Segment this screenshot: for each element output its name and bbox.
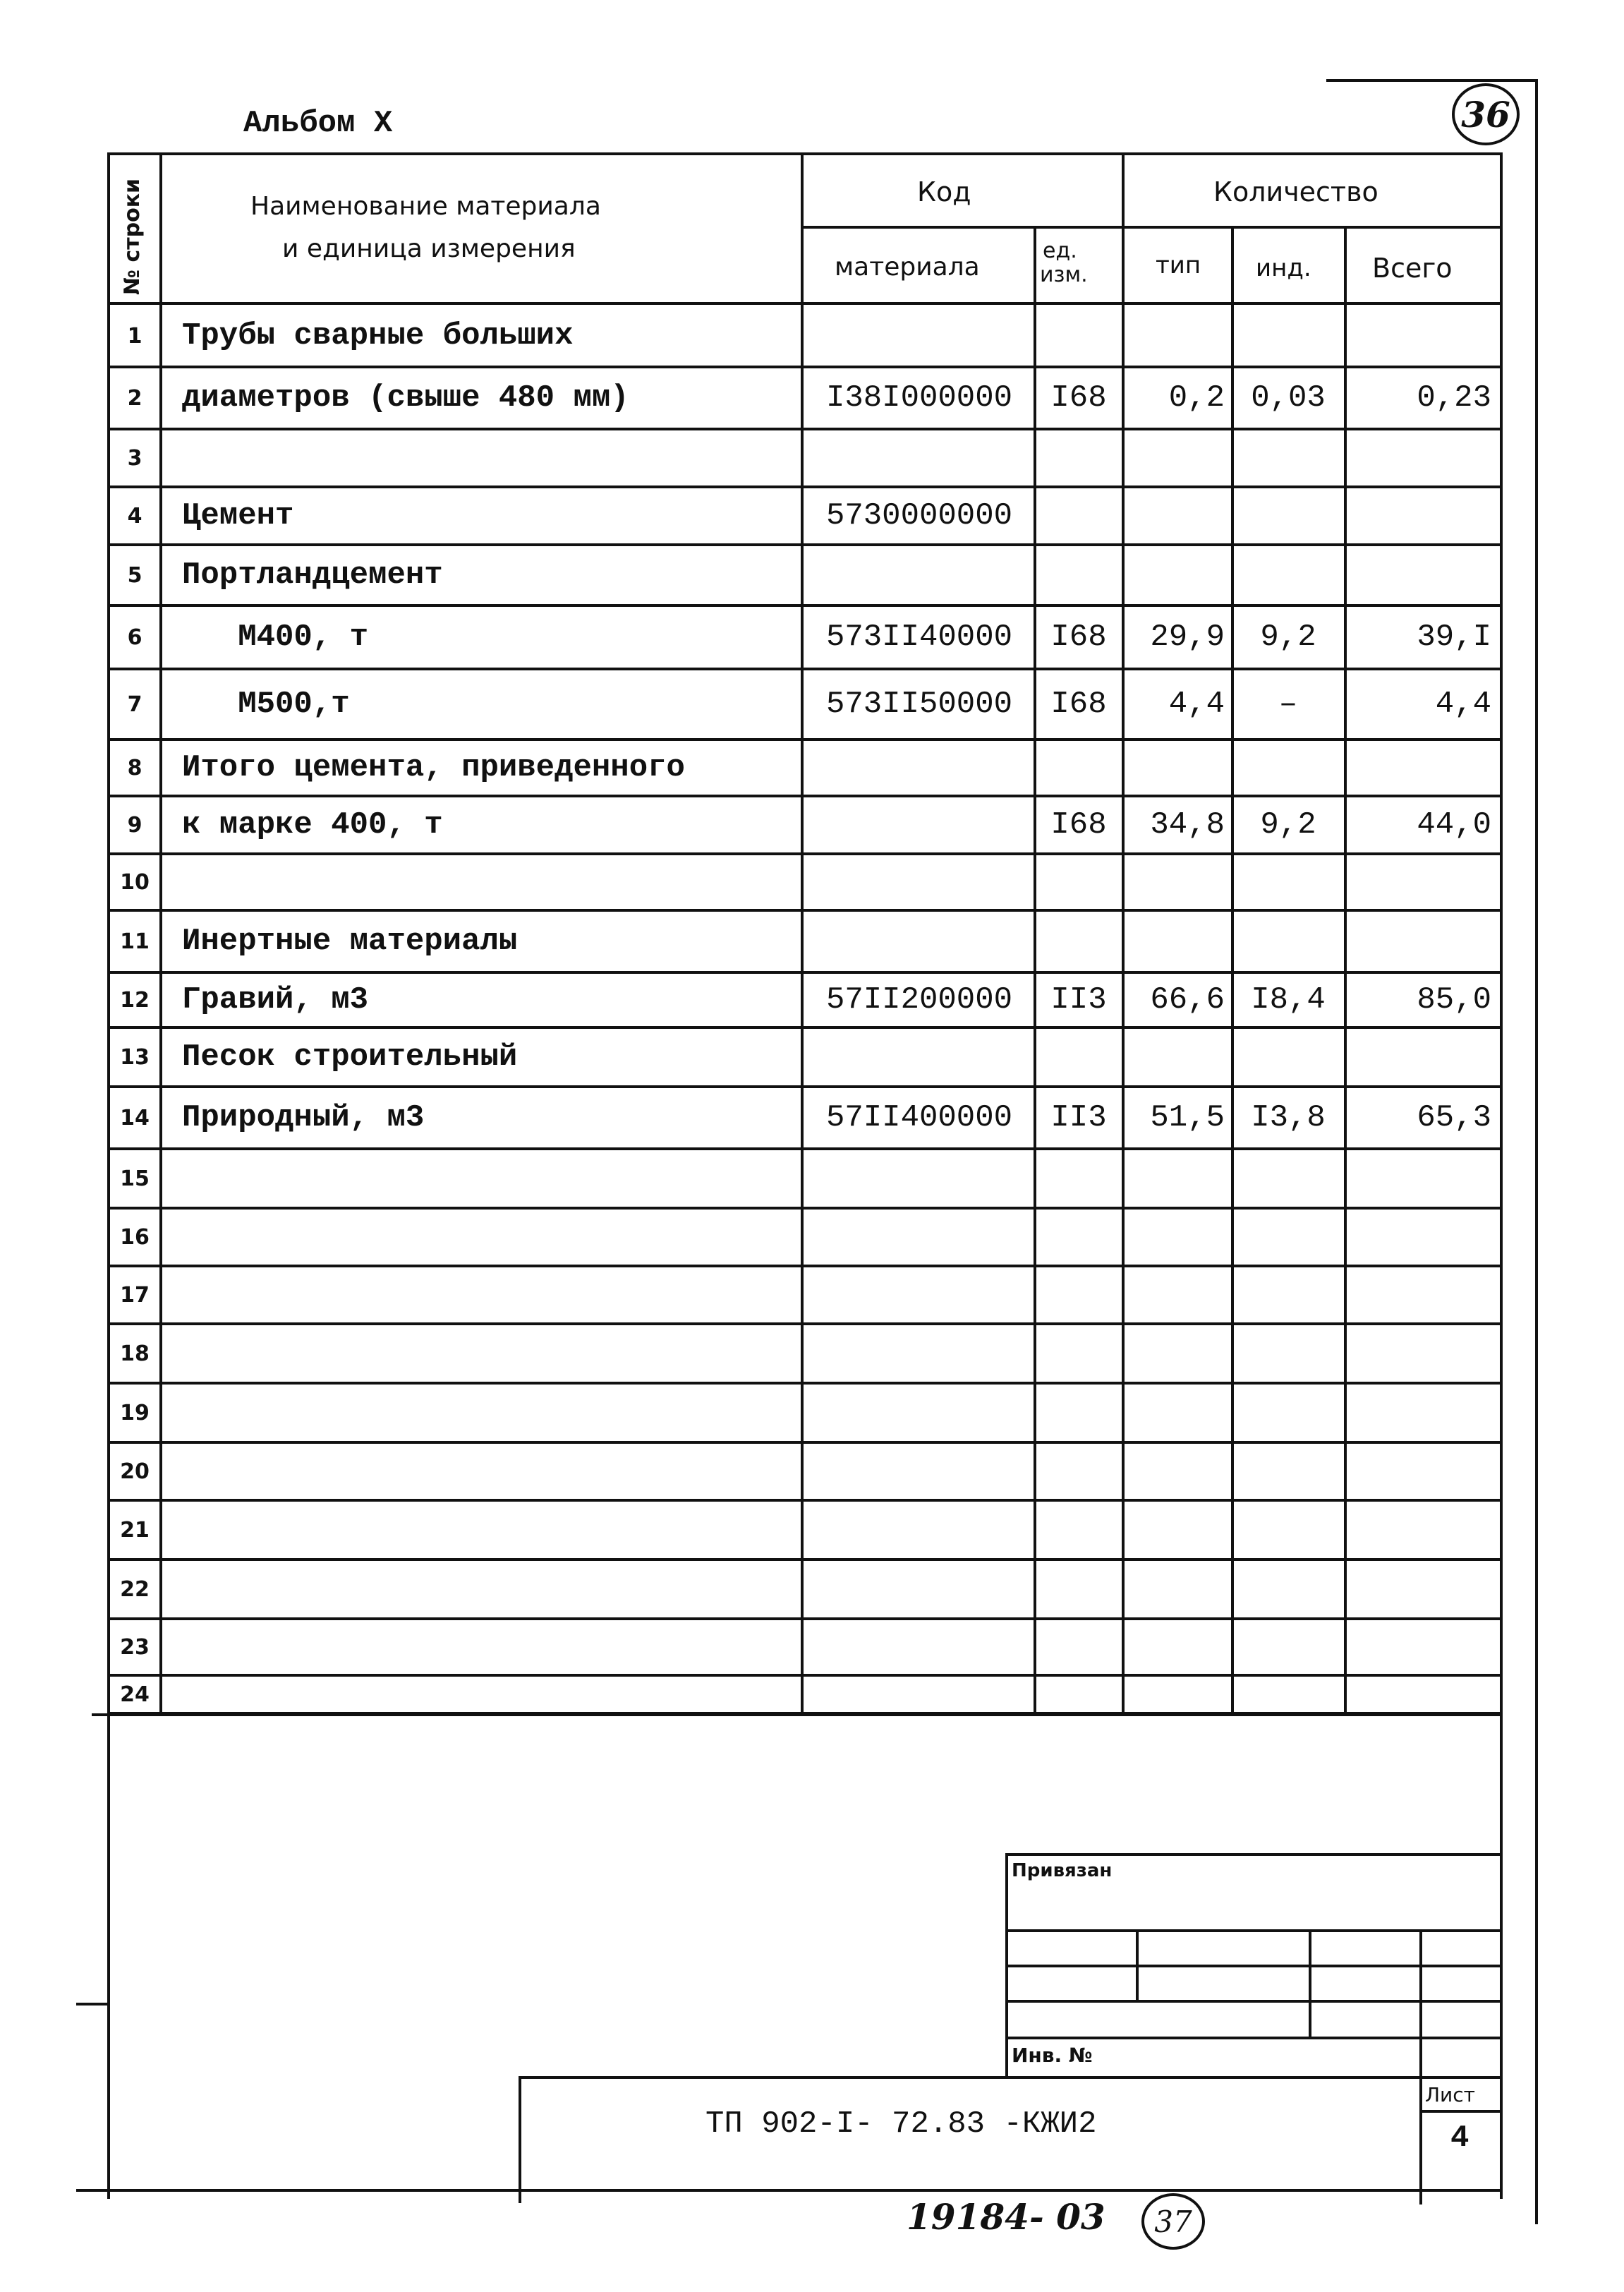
stamp-col-3	[1419, 1929, 1422, 2204]
cell-ind: –	[1278, 687, 1298, 722]
table-top-border	[107, 152, 1503, 155]
ind-subheader: инд.	[1256, 254, 1311, 282]
cell-total	[1347, 429, 1496, 487]
stamp-row-1	[1005, 1929, 1503, 1932]
ind-col-border	[1344, 226, 1347, 1713]
cell-total	[1347, 1560, 1496, 1619]
cell-typ: 34,8	[1150, 807, 1225, 843]
cell-typ	[1125, 1560, 1229, 1619]
cell-code	[806, 854, 1033, 910]
cell-total	[1347, 1149, 1496, 1208]
cell-typ	[1125, 1324, 1229, 1383]
table-right-border	[1500, 152, 1503, 2199]
cell-n: 18	[120, 1341, 150, 1366]
cell-total: 85,0	[1417, 982, 1491, 1018]
cell-unit	[1037, 1442, 1120, 1500]
title-block-top	[519, 2076, 1503, 2079]
cell-typ	[1125, 1027, 1229, 1087]
cell-ind	[1235, 429, 1342, 487]
cell-code	[806, 1324, 1033, 1383]
cell-ind	[1235, 1208, 1342, 1266]
cell-ind: 0,03	[1251, 380, 1326, 416]
cell-name	[182, 1675, 796, 1713]
cell-total	[1347, 1442, 1496, 1500]
cell-code	[806, 429, 1033, 487]
cell-code: 5730000000	[825, 498, 1013, 533]
cell-ind	[1235, 1560, 1342, 1619]
cell-total: 0,23	[1417, 380, 1491, 416]
cell-code	[806, 796, 1033, 854]
cell-code: 57II400000	[825, 1100, 1013, 1135]
cell-n: 24	[120, 1682, 150, 1707]
cell-ind	[1235, 1266, 1342, 1324]
cell-ind	[1235, 1149, 1342, 1208]
cell-name: Инертные материалы	[182, 924, 518, 959]
cell-typ	[1125, 1208, 1229, 1266]
cell-n: 5	[127, 562, 143, 588]
material-subheader: материала	[835, 253, 980, 282]
cell-n: 2	[127, 385, 143, 411]
cell-typ: 51,5	[1150, 1100, 1225, 1135]
cell-n: 17	[120, 1282, 150, 1308]
cell-code	[806, 1675, 1033, 1713]
code-header: Код	[917, 176, 971, 207]
cell-name	[182, 1208, 796, 1266]
cell-total	[1347, 1619, 1496, 1675]
cell-total	[1347, 1208, 1496, 1266]
cell-code	[806, 1560, 1033, 1619]
cell-name: М500,т	[182, 687, 350, 722]
cell-n: 22	[120, 1576, 150, 1602]
cell-code: 573II40000	[825, 620, 1013, 655]
rownum-col-border	[159, 152, 162, 1713]
cell-unit	[1037, 1027, 1120, 1087]
cell-name: Природный, м3	[182, 1100, 425, 1135]
cell-total	[1347, 1027, 1496, 1087]
stamp-row-3	[1005, 2000, 1503, 2003]
cell-n: 11	[120, 929, 150, 954]
cell-n: 20	[120, 1459, 150, 1484]
cell-code	[806, 1027, 1033, 1087]
cell-ind	[1235, 854, 1342, 910]
left-binding-tick	[76, 2003, 109, 2006]
cell-unit	[1037, 1560, 1120, 1619]
cell-typ: 0,2	[1168, 380, 1225, 416]
stamp-col-1	[1136, 1929, 1139, 2000]
name-header-line2: и единица измерения	[282, 234, 576, 263]
cell-total	[1347, 1675, 1496, 1713]
cell-n: 3	[127, 445, 143, 471]
cell-n: 16	[120, 1224, 150, 1250]
cell-name	[182, 1266, 796, 1324]
unit-subheader-line2: изм.	[1040, 263, 1088, 287]
cell-code	[806, 1619, 1033, 1675]
name-col-border	[801, 152, 804, 1713]
cell-code: I38I000000	[825, 380, 1013, 416]
doc-code: ТП 902-I- 72.83 -КЖИ2	[705, 2106, 1097, 2142]
cell-name	[182, 1149, 796, 1208]
cell-ind	[1235, 487, 1342, 545]
cell-unit: I68	[1050, 380, 1107, 416]
stamp-row-2	[1005, 1965, 1503, 1967]
sheet-number: 4	[1450, 2121, 1470, 2156]
cell-unit	[1037, 1500, 1120, 1560]
cell-total	[1347, 487, 1496, 545]
cell-unit	[1037, 1149, 1120, 1208]
unit-subheader-line1: ед.	[1043, 239, 1077, 263]
cell-typ: 66,6	[1150, 982, 1225, 1018]
cell-total	[1347, 1383, 1496, 1442]
cell-ind	[1235, 1324, 1342, 1383]
total-subheader: Всего	[1372, 253, 1453, 284]
cell-unit	[1037, 305, 1120, 367]
cell-typ	[1125, 1619, 1229, 1675]
cell-unit	[1037, 854, 1120, 910]
cell-code	[806, 1208, 1033, 1266]
cell-n: 9	[127, 812, 143, 838]
cell-total	[1347, 740, 1496, 796]
cell-ind	[1235, 1383, 1342, 1442]
cell-unit	[1037, 1675, 1120, 1713]
cell-total: 4,4	[1435, 687, 1491, 722]
cell-code	[806, 1500, 1033, 1560]
right-frame-line-outer	[1535, 79, 1538, 2224]
cell-ind	[1235, 740, 1342, 796]
cell-n: 10	[120, 869, 150, 895]
cell-n: 19	[120, 1400, 150, 1425]
cell-unit: I68	[1050, 807, 1107, 843]
sheet-label-divider	[1419, 2110, 1503, 2113]
cell-name: Песок строительный	[182, 1039, 518, 1075]
top-right-frame-line	[1326, 79, 1538, 82]
cell-total	[1347, 854, 1496, 910]
code-col-border	[1034, 226, 1036, 1713]
page-number: 36	[1461, 93, 1510, 135]
cell-name: к марке 400, т	[182, 807, 443, 843]
cell-typ	[1125, 854, 1229, 910]
cell-total	[1347, 545, 1496, 605]
title-block-left	[519, 2076, 521, 2203]
cell-total: 65,3	[1417, 1100, 1491, 1135]
cell-name: Цемент	[182, 498, 294, 533]
cell-name: Гравий, м3	[182, 982, 369, 1018]
stamp-top-border	[1005, 1853, 1503, 1856]
footer-circle-number: 37	[1154, 2204, 1192, 2239]
subheader-border	[801, 226, 1503, 229]
cell-unit: I68	[1050, 687, 1107, 722]
cell-code: 573II50000	[825, 687, 1013, 722]
cell-n: 4	[127, 503, 143, 529]
stamp-col-2	[1309, 1929, 1311, 2037]
bound-label: Привязан	[1012, 1860, 1113, 1881]
cell-unit	[1037, 740, 1120, 796]
cell-unit	[1037, 487, 1120, 545]
cell-code	[806, 1149, 1033, 1208]
cell-typ	[1125, 1500, 1229, 1560]
type-subheader: тип	[1156, 251, 1201, 279]
cell-total	[1347, 305, 1496, 367]
album-title: Альбом X	[243, 106, 393, 141]
cell-total	[1347, 910, 1496, 972]
cell-ind	[1235, 910, 1342, 972]
cell-typ	[1125, 1675, 1229, 1713]
cell-unit	[1037, 910, 1120, 972]
cell-unit: I68	[1050, 620, 1107, 655]
cell-n: 13	[120, 1044, 150, 1070]
cell-name: Итого цемента, приведенного	[182, 750, 685, 785]
stamp-row-4	[1005, 2037, 1503, 2039]
cell-name	[182, 1442, 796, 1500]
cell-n: 15	[120, 1166, 150, 1191]
cell-unit	[1037, 545, 1120, 605]
cell-total: 44,0	[1417, 807, 1491, 843]
cell-typ	[1125, 487, 1229, 545]
cell-unit	[1037, 429, 1120, 487]
cell-code: 57II200000	[825, 982, 1013, 1018]
cell-name	[182, 1619, 796, 1675]
cell-typ: 29,9	[1150, 620, 1225, 655]
rows-column-label: № строки	[120, 178, 145, 295]
cell-typ	[1125, 429, 1229, 487]
cell-n: 6	[127, 625, 143, 650]
cell-ind	[1235, 1619, 1342, 1675]
cell-total	[1347, 1324, 1496, 1383]
cell-typ	[1125, 740, 1229, 796]
cell-unit	[1037, 1383, 1120, 1442]
cell-ind: I3,8	[1251, 1100, 1326, 1135]
name-header-line1: Наименование материала	[250, 192, 601, 221]
cell-typ	[1125, 305, 1229, 367]
cell-code	[806, 545, 1033, 605]
cell-n: 14	[120, 1105, 150, 1130]
table-left-border	[107, 152, 110, 2199]
cell-typ: 4,4	[1168, 687, 1225, 722]
cell-typ	[1125, 1442, 1229, 1500]
page-bottom-border	[76, 2189, 1503, 2192]
cell-typ	[1125, 545, 1229, 605]
cell-code	[806, 1266, 1033, 1324]
cell-unit: II3	[1050, 982, 1107, 1018]
cell-name: М400, т	[182, 620, 369, 655]
cell-unit: II3	[1050, 1100, 1107, 1135]
table-bottom-border	[92, 1713, 1503, 1716]
cell-ind: 9,2	[1260, 807, 1316, 843]
cell-ind	[1235, 1027, 1342, 1087]
cell-unit	[1037, 1266, 1120, 1324]
cell-ind	[1235, 1442, 1342, 1500]
cell-name: диаметров (свыше 480 мм)	[182, 380, 629, 416]
type-col-border	[1231, 226, 1234, 1713]
cell-name	[182, 1383, 796, 1442]
cell-n: 23	[120, 1634, 150, 1660]
cell-typ	[1125, 1149, 1229, 1208]
cell-n: 1	[127, 323, 143, 349]
cell-code	[806, 1442, 1033, 1500]
cell-ind: 9,2	[1260, 620, 1316, 655]
cell-code	[806, 1383, 1033, 1442]
cell-unit	[1037, 1324, 1120, 1383]
cell-total	[1347, 1500, 1496, 1560]
cell-typ	[1125, 1266, 1229, 1324]
inv-label: Инв. №	[1012, 2044, 1093, 2067]
cell-code	[806, 305, 1033, 367]
cell-n: 7	[127, 692, 143, 717]
page-number-circle	[1452, 83, 1520, 145]
cell-ind	[1235, 1500, 1342, 1560]
cell-n: 8	[127, 755, 143, 780]
footer-handwritten-number: 19184- 03	[907, 2196, 1105, 2238]
cell-unit	[1037, 1208, 1120, 1266]
cell-typ	[1125, 910, 1229, 972]
cell-ind	[1235, 545, 1342, 605]
cell-typ	[1125, 1383, 1229, 1442]
cell-ind: I8,4	[1251, 982, 1326, 1018]
cell-name: Портландцемент	[182, 557, 443, 593]
cell-name	[182, 1560, 796, 1619]
cell-name	[182, 1324, 796, 1383]
cell-code	[806, 740, 1033, 796]
quantity-header: Количество	[1213, 176, 1378, 207]
cell-n: 21	[120, 1517, 150, 1543]
cell-name: Трубы сварные больших	[182, 318, 574, 354]
sheet-label: Лист	[1425, 2083, 1475, 2106]
cell-total	[1347, 1266, 1496, 1324]
cell-name	[182, 429, 796, 487]
cell-name	[182, 1500, 796, 1560]
footer-circle	[1141, 2193, 1205, 2250]
cell-n: 12	[120, 987, 150, 1013]
cell-ind	[1235, 1675, 1342, 1713]
cell-code	[806, 910, 1033, 972]
cell-name	[182, 854, 796, 910]
cell-total: 39,I	[1417, 620, 1491, 655]
cell-ind	[1235, 305, 1342, 367]
cell-unit	[1037, 1619, 1120, 1675]
